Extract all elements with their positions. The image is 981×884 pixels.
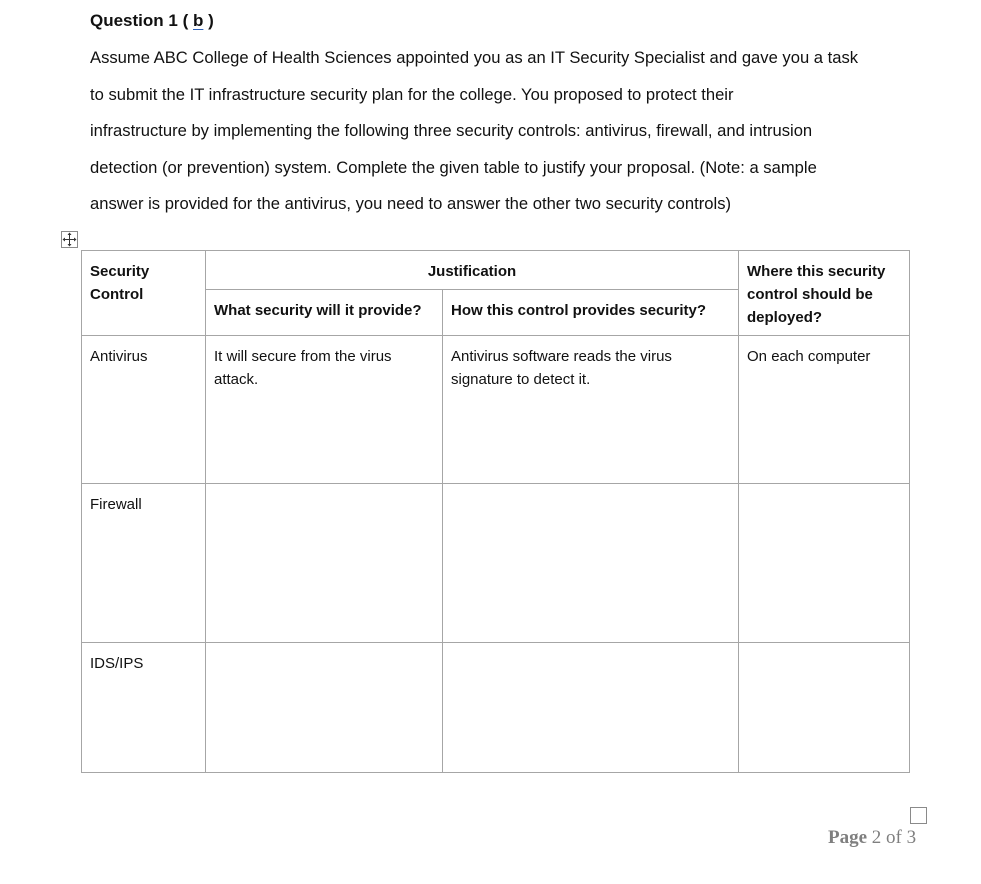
page-of: of bbox=[886, 827, 902, 848]
question-line: answer is provided for the antivirus, you need to answer the other two security controls) bbox=[90, 194, 732, 214]
header-what-security[interactable]: What security will it provide? bbox=[206, 290, 443, 336]
cell-what[interactable]: It will secure from the virus attack. bbox=[206, 336, 443, 484]
resize-square-icon[interactable] bbox=[910, 807, 927, 824]
table-header-row bbox=[82, 251, 910, 290]
cell-control[interactable]: IDS/IPS bbox=[82, 643, 206, 773]
question-part-letter: b bbox=[193, 11, 204, 30]
question-title bbox=[90, 9, 214, 33]
cell-how[interactable] bbox=[443, 643, 739, 773]
cell-what[interactable] bbox=[206, 643, 443, 773]
header-how-control[interactable]: How this control provides security? bbox=[443, 290, 739, 336]
header-justification[interactable]: Justification bbox=[206, 251, 739, 290]
cell-what[interactable] bbox=[206, 484, 443, 643]
page-label: Page bbox=[828, 827, 868, 848]
header-security-control[interactable]: Security Control bbox=[82, 251, 206, 336]
cell-how[interactable]: Antivirus software reads the virus signature to detect it. bbox=[443, 336, 739, 484]
question-line: infrastructure by implementing the following three security controls: antivirus, firewall, and intrusion bbox=[90, 121, 813, 141]
page-total: 3 bbox=[906, 827, 917, 848]
question-line: detection (or prevention) system. Complete the given table to justify your proposal. (Note: a sample bbox=[90, 157, 817, 177]
cell-control[interactable]: Antivirus bbox=[82, 336, 206, 484]
page-current: 2 bbox=[871, 827, 882, 848]
table-row bbox=[82, 484, 910, 643]
question-line: to submit the IT infrastructure security plan for the college. You proposed to protect their bbox=[90, 84, 734, 104]
cell-where[interactable]: On each computer bbox=[739, 336, 910, 484]
security-controls-table[interactable] bbox=[81, 250, 910, 773]
cell-where[interactable] bbox=[739, 643, 910, 773]
move-arrows-icon bbox=[62, 232, 77, 247]
table-row bbox=[82, 336, 910, 484]
table-row bbox=[82, 643, 910, 773]
page-number bbox=[828, 827, 916, 849]
question-part-close: ) bbox=[208, 11, 214, 30]
cell-how[interactable] bbox=[443, 484, 739, 643]
question-body bbox=[90, 40, 920, 223]
question-part-open: ( bbox=[182, 11, 189, 30]
question-line: Assume ABC College of Health Sciences appointed you as an IT Security Specialist and gave you a task bbox=[90, 48, 859, 67]
table-move-handle[interactable] bbox=[61, 231, 78, 248]
cell-control[interactable]: Firewall bbox=[82, 484, 206, 643]
question-title-prefix: Question 1 bbox=[90, 11, 178, 30]
cell-where[interactable] bbox=[739, 484, 910, 643]
header-where-deployed[interactable]: Where this security control should be deployed? bbox=[739, 251, 910, 336]
